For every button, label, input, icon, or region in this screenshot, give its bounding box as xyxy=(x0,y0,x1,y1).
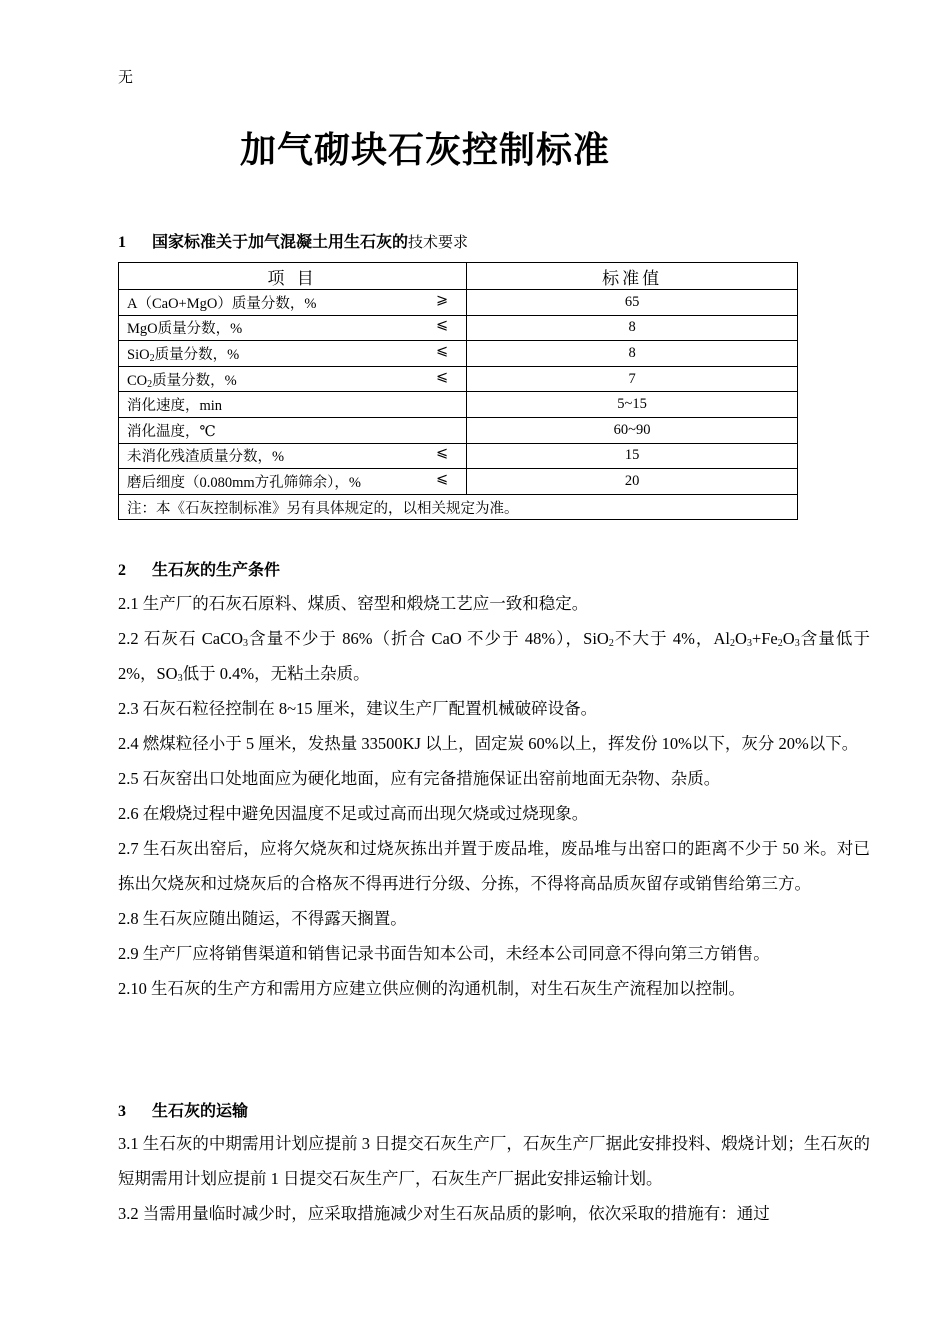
paragraph: 2.7 生石灰出窑后，应将欠烧灰和过烧灰拣出并置于废品堆，废品堆与出窑口的距离不少于 50 米。对已拣出欠烧灰和过烧灰后的合格灰不得再进行分级、分拣，不得将高品质灰留存或销售给第三方。 xyxy=(118,839,871,893)
column-header-value: 标准值 xyxy=(467,263,798,290)
header-mark: 无 xyxy=(118,70,134,86)
section-title: 生石灰的运输 xyxy=(152,1103,249,1120)
row-value: 60~90 xyxy=(467,417,798,443)
paragraph: 2.10 生石灰的生产方和需用方应建立供应侧的沟通机制，对生石灰生产流程加以控制。 xyxy=(118,979,745,998)
table-row xyxy=(119,290,798,316)
table-row xyxy=(119,341,798,367)
section-2-body xyxy=(118,586,870,1006)
row-value: 65 xyxy=(467,290,798,316)
section-title-light: 技术要求 xyxy=(408,235,469,251)
relation-symbol: ⩽ xyxy=(436,342,449,359)
relation-symbol: ⩽ xyxy=(436,470,449,487)
paragraph: 2.6 在煅烧过程中避免因温度不足或过高而出现欠烧或过烧现象。 xyxy=(118,804,589,823)
page-title: 加气砌块石灰控制标准 xyxy=(239,130,610,170)
section-title: 生石灰的生产条件 xyxy=(152,562,281,579)
table-row xyxy=(119,417,798,443)
row-value: 5~15 xyxy=(467,392,798,418)
section-title-bold: 国家标准关于加气混凝土用生石灰的 xyxy=(152,234,409,251)
paragraph: 2.2 石灰石 CaCO$_3$含量不少于 86%（折合 CaO 不少于 48%），SiO$_2$不大于 4%，$Al_2O_3+Fe_2O_3$含量低于 2%，$SO_3$低于 0.4%，无粘土杂质。 xyxy=(118,629,871,684)
relation-symbol: ⩽ xyxy=(436,317,449,334)
row-item: 未消化残渣质量分数，% ⩽ xyxy=(119,443,467,469)
row-item: MgO质量分数，% ⩽ xyxy=(119,315,467,341)
paragraph: 2.3 石灰石粒径控制在 8~15 厘米，建议生产厂配置机械破碎设备。 xyxy=(118,699,598,718)
section-number: 1 xyxy=(118,234,126,251)
paragraph: 2.5 石灰窑出口处地面应为硬化地面，应有完备措施保证出窑前地面无杂物、杂质。 xyxy=(118,769,721,788)
section-3-heading xyxy=(118,1098,248,1121)
table-header-row xyxy=(119,263,798,290)
section-number: 3 xyxy=(118,1103,126,1120)
column-header-item: 项 目 xyxy=(119,263,467,290)
paragraph: 2.9 生产厂应将销售渠道和销售记录书面告知本公司，未经本公司同意不得向第三方销售。 xyxy=(118,944,770,963)
row-item: 消化温度，℃ xyxy=(119,417,467,443)
paragraph: 2.8 生石灰应随出随运，不得露天搁置。 xyxy=(118,909,407,928)
table-note: 注：本《石灰控制标准》另有具体规定的，以相关规定为准。 xyxy=(119,494,798,520)
paragraph: 2.4 燃煤粒径小于 5 厘米，发热量 33500KJ 以上，固定炭 60%以上，挥发份 10%以下，灰分 20%以下。 xyxy=(118,734,859,753)
table-row xyxy=(119,315,798,341)
section-2-heading xyxy=(118,557,280,580)
table-row xyxy=(119,392,798,418)
row-value: 8 xyxy=(467,315,798,341)
row-item: SiO$_2$质量分数，% ⩽ xyxy=(119,341,467,367)
row-value: 20 xyxy=(467,469,798,495)
row-value: 8 xyxy=(467,341,798,367)
paragraph: 3.2 当需用量临时减少时，应采取措施减少对生石灰品质的影响，依次采取的措施有：通过 xyxy=(118,1204,770,1223)
row-item: 磨后细度（0.080mm方孔筛筛余），% ⩽ xyxy=(119,469,467,495)
paragraph: 2.1 生产厂的石灰石原料、煤质、窑型和煅烧工艺应一致和稳定。 xyxy=(118,594,589,613)
row-value: 7 xyxy=(467,366,798,392)
relation-symbol: ⩽ xyxy=(436,445,449,462)
relation-symbol: ⩽ xyxy=(436,368,449,385)
table-row xyxy=(119,469,798,495)
row-item: 消化速度，min xyxy=(119,392,467,418)
row-value: 15 xyxy=(467,443,798,469)
section-number: 2 xyxy=(118,562,126,579)
row-item: A（CaO+MgO）质量分数，% ⩾ xyxy=(119,290,467,316)
section-1-heading xyxy=(118,229,468,252)
table-row xyxy=(119,366,798,392)
paragraph: 3.1 生石灰的中期需用计划应提前 3 日提交石灰生产厂，石灰生产厂据此安排投料、煅烧计划；生石灰的短期需用计划应提前 1 日提交石灰生产厂，石灰生产厂据此安排运输计划。 xyxy=(118,1134,870,1188)
spec-table xyxy=(118,262,798,520)
relation-symbol: ⩾ xyxy=(436,291,449,308)
row-item: $CO_2$质量分数，% ⩽ xyxy=(119,366,467,392)
table-row xyxy=(119,443,798,469)
section-3-body xyxy=(118,1126,870,1231)
table-note-row xyxy=(119,494,798,520)
